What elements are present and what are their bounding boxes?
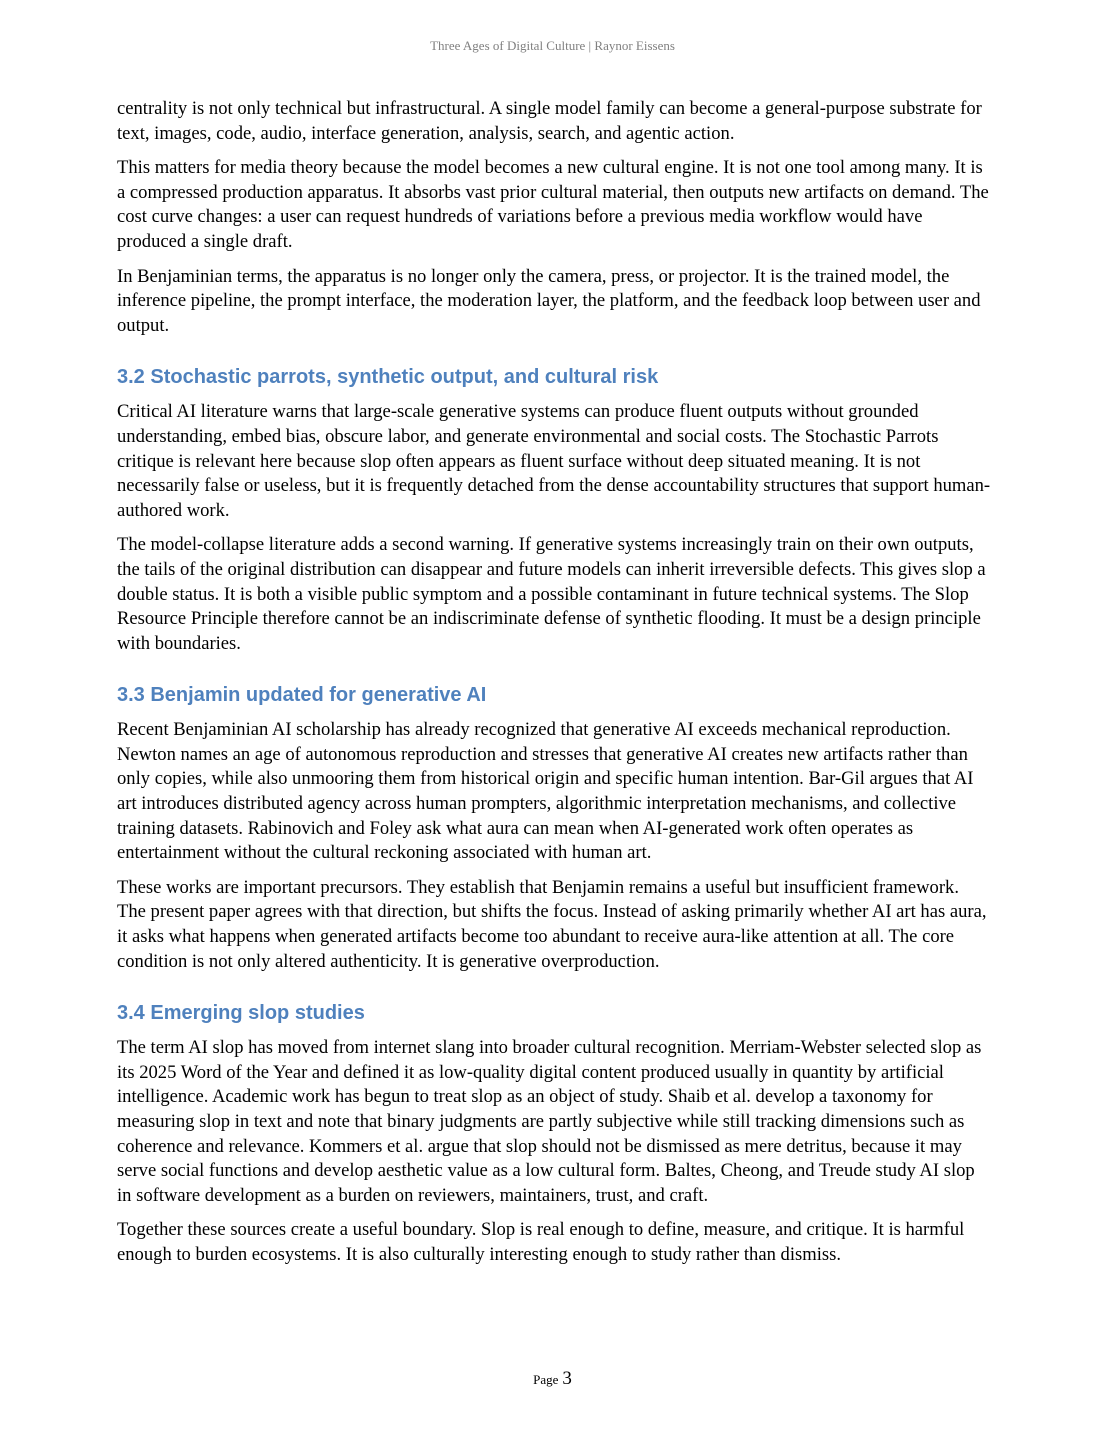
paragraph: The term AI slop has moved from internet slang into broader cultural recognition. Merriam-Webster selected slop as its 2025 Word of the Year and defined it as low-quality digital content produced usually in quantity by artificial intelligence. Academic work has begun to treat slop as an object of study. Shaib et al. develop a taxonomy for measuring slop in text and note that binary judgments are partly subjective while still tracking dimensions such as coherence and relevance. Kommers et al. argue that slop should not be dismissed as mere detritus, because it may serve social functions and develop aesthetic value as a low cultural form. Baltes, Cheong, and Treude study AI slop in software development as a burden on reviewers, maintainers, trust, and craft. <box>117 1037 982 1206</box>
section-heading-3-2: 3.2 Stochastic parrots, synthetic output, and cultural risk <box>117 366 659 389</box>
paragraph: centrality is not only technical but infrastructural. A single model family can become a general-purpose substrate for text, images, code, audio, interface generation, analysis, search, and agentic action. <box>117 98 982 144</box>
paragraph: These works are important precursors. They establish that Benjamin remains a useful but insufficient framework. The present paper agrees with that direction, but shifts the focus. Instead of asking primarily whether AI art has aura, it asks what happens when generated artifacts become too abundant to receive aura-like attention at all. The core condition is not only altered authenticity. It is generative overproduction. <box>117 876 987 972</box>
section-heading-3-4: 3.4 Emerging slop studies <box>117 1002 365 1025</box>
paragraph: In Benjaminian terms, the apparatus is no longer only the camera, press, or projector. It is the trained model, the inference pipeline, the prompt interface, the moderation layer, the platform, and the feedback loop between user and output. <box>117 265 981 336</box>
paragraph: Together these sources create a useful boundary. Slop is real enough to define, measure, and critique. It is harmful enough to burden ecosystems. It is also culturally interesting enough to study rather than dismiss. <box>117 1219 965 1265</box>
running-header: Three Ages of Digital Culture | Raynor Eissens <box>430 38 675 53</box>
section-heading-3-3: 3.3 Benjamin updated for generative AI <box>117 684 487 707</box>
page-label: Page <box>533 1372 559 1387</box>
page-footer <box>0 1368 1105 1390</box>
paragraph: This matters for media theory because the model becomes a new cultural engine. It is not one tool among many. It is a compressed production apparatus. It absorbs vast prior cultural material, then outputs new artifacts on demand. The cost curve changes: a user can request hundreds of variations before a previous media workflow would have produced a single draft. <box>117 157 989 252</box>
paragraph: Recent Benjaminian AI scholarship has already recognized that generative AI exceeds mechanical reproduction. Newton names an age of autonomous reproduction and stresses that generative AI creates new artifacts rather than only copies, while also unmooring them from historical origin and specific human intention. Bar-Gil argues that AI art introduces distributed agency across human prompters, algorithmic interpretation mechanisms, and collective training datasets. Rabinovich and Foley ask what aura can mean when AI-generated work often operates as entertainment without the cultural reckoning associated with human art. <box>117 719 974 864</box>
page-body <box>117 97 991 1278</box>
paragraph: Critical AI literature warns that large-scale generative systems can produce fluent outputs without grounded understanding, embed bias, obscure labor, and generate environmental and social costs. The Stochastic Parrots critique is relevant here because slop often appears as fluent surface without deep situated meaning. It is not necessarily false or useless, but it is frequently detached from the dense accountability structures that support human-authored work. <box>117 401 991 521</box>
page-number: 3 <box>562 1368 572 1389</box>
paragraph: The model-collapse literature adds a second warning. If generative systems increasingly train on their own outputs, the tails of the original distribution can disappear and future models can inherit irreversible defects. This gives slop a double status. It is both a visible public symptom and a possible contaminant in future technical systems. The Slop Resource Principle therefore cannot be an indiscriminate defense of synthetic flooding. It must be a design principle with boundaries. <box>117 534 986 654</box>
